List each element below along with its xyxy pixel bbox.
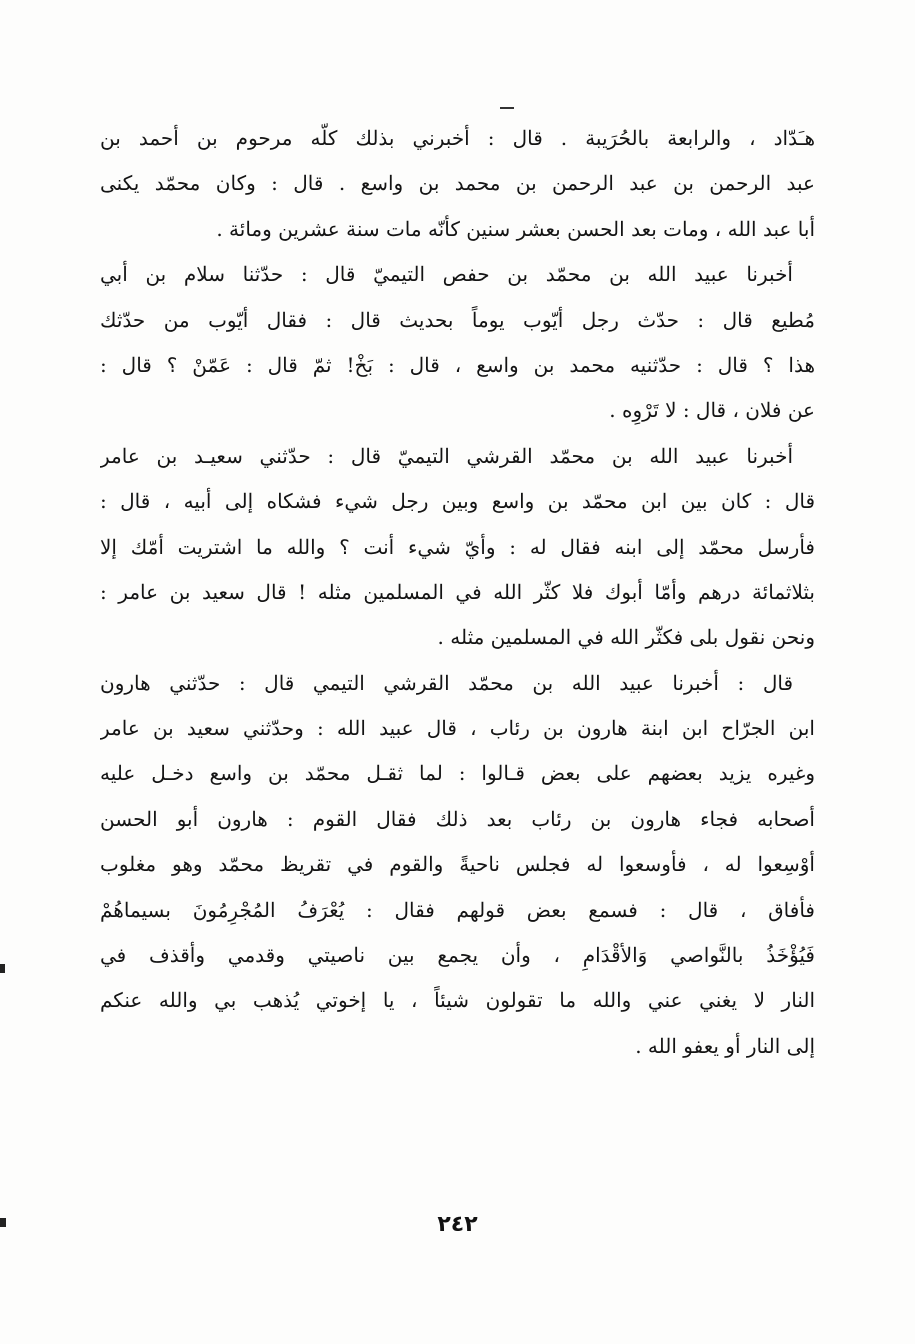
page-number: ٢٤٢ <box>437 1212 478 1237</box>
text-line: عبد الرحمن بن عبد الرحمن بن محمد بن واسع . قال : وكان محمّد يكنى <box>100 171 815 196</box>
text-line: قال : كان بين ابن محمّد بن واسع وبين رجل شيء فشكاه إلى أبيه ، قال : <box>100 489 815 514</box>
body-text <box>100 116 815 1069</box>
margin-scan-mark <box>0 1218 6 1227</box>
text-line: إلى النار أو يعفو الله . <box>635 1033 815 1058</box>
text-line: مُطيع قال : حدّث رجل أيّوب يوماً بحديث قال : فقال أيّوب من حدّثك <box>100 307 815 332</box>
text-line: هـَدّاد ، والرابعة بالحُرَيبة . قال : أخبرني بذلك كلّه مرحوم بن أحمد بن <box>100 126 815 150</box>
text-line: أبا عبد الله ، ومات بعد الحسن بعشر سنين كأنّه مات سنة عشرين ومائة . <box>216 216 815 241</box>
margin-scan-mark <box>0 964 5 973</box>
text-line: فَيُؤْخَذُ بالنَّواصي وَالأقْدَامِ ، وأن يجمع بين ناصيتي وقدمي وأقذف في <box>100 943 815 968</box>
text-line: أصحابه فجاء هارون بن رئاب بعد ذلك فقال القوم : هارون أبو الحسن <box>100 806 815 831</box>
text-line: فأفاق ، قال : فسمع بعض قولهم فقال : يُعْرَفُ المُجْرِمُونَ بسيماهُمْ <box>100 897 815 922</box>
text-line: وغيره يزيد بعضهم على بعض قـالوا : لما ثقـل محمّد بن واسع دخـل عليه <box>100 761 815 786</box>
text-line: أخبرنا عبيد الله بن محمّد بن حفص التيميّ قال : حدّثنا سلام بن أبي <box>100 262 793 287</box>
text-line: النار لا يغني عني والله ما تقولون شيئاً ، يا إخوتي يُذهب بي والله عنكم <box>100 988 815 1013</box>
text-line: هذا ؟ قال : حدّثنيه محمد بن واسع ، قال : بَخْ! ثمّ قال : عَمّنْ ؟ قال : <box>100 352 815 377</box>
text-line: أخبرنا عبيد الله بن محمّد القرشي التيميّ قال : حدّثني سعيـد بن عامر <box>100 443 793 468</box>
text-line: فأرسل محمّد إلى ابنه فقال له : وأيّ شيء أنت ؟ والله ما اشتريت أمّك إلا <box>100 534 815 559</box>
text-line: بثلاثمائة درهم وأمّا أبوك فلا كثّر الله في المسلمين مثله ! قال سعيد بن عامر : <box>100 579 815 604</box>
text-line: أوْسِعوا له ، فأوسعوا له فجلس ناحيةً والقوم في تقريظ محمّد وهو مغلوب <box>100 852 815 877</box>
text-line: ونحن نقول بلى فكثّر الله في المسلمين مثله . <box>437 625 815 650</box>
text-line: ابن الجرّاح ابن ابنة هارون بن رئاب ، قال عبيد الله : وحدّثني سعيد بن عامر <box>100 716 815 741</box>
text-line: قال : أخبرنا عبيد الله بن محمّد القرشي التيمي قال : حدّثني هارون <box>100 670 793 695</box>
top-tick-mark <box>500 107 514 109</box>
text-line: عن فلان ، قال : لا تَرْوِه . <box>609 398 815 423</box>
